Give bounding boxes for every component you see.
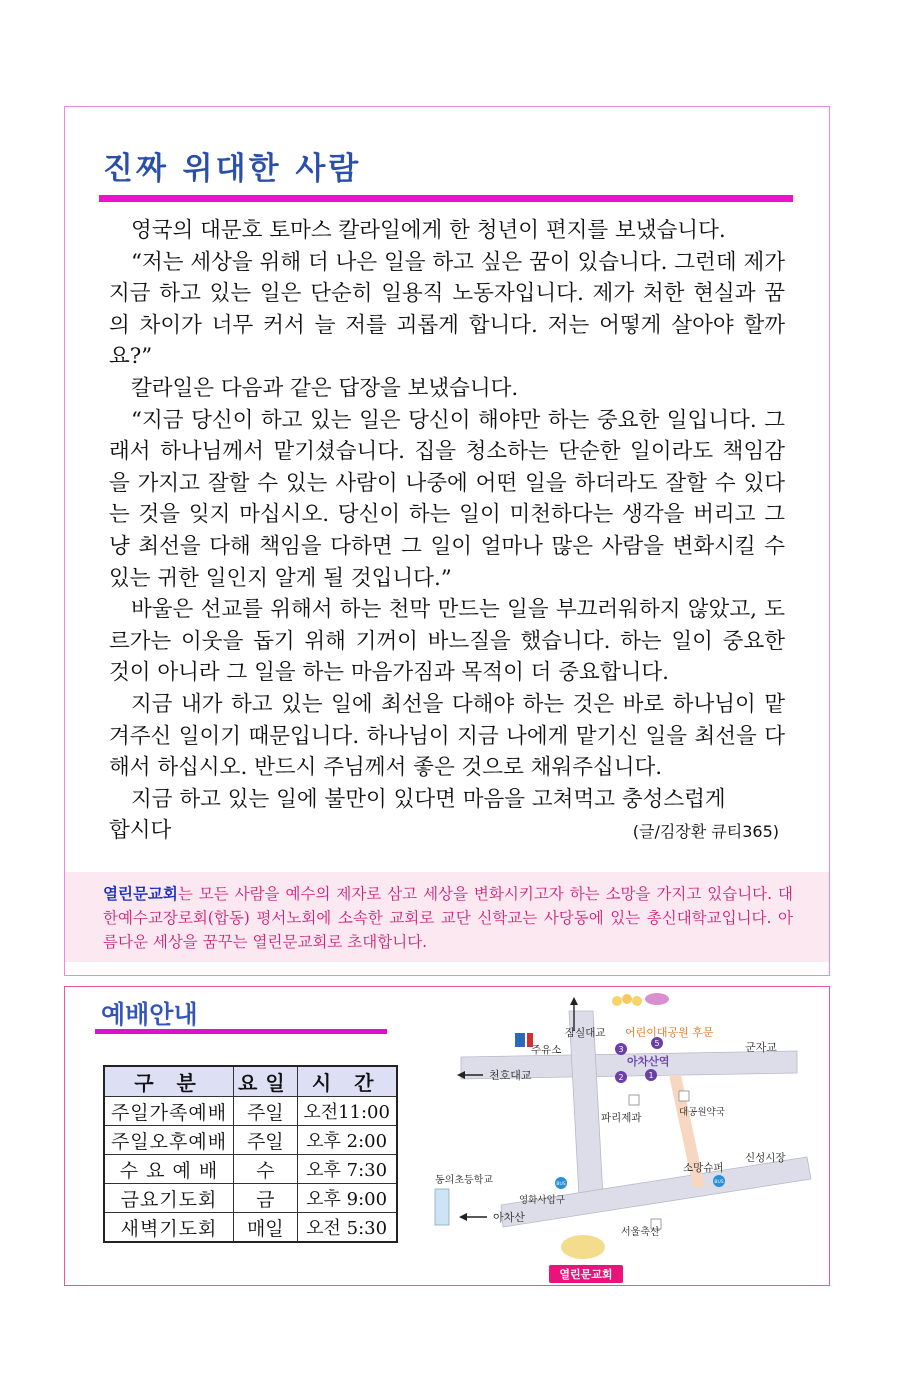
table-row bbox=[104, 1184, 397, 1213]
west-arrow-head bbox=[459, 1213, 467, 1221]
article-paragraph: 칼라일은 다음과 같은 답장을 보냈습니다. bbox=[131, 375, 519, 401]
notice-text: 는 모든 사람을 예수의 제자로 삼고 세상을 변화시키고자 하는 소망을 가지고 있습니다. 대한예수교장로회(합동) 평서노회에 소속한 교회로 교단 신학교는 사당동에 있는 총신대학교입니다. 아름다운 세상을 꿈꾸는 열린문교회로 초대합니다. bbox=[103, 885, 793, 951]
service-name: 수 요 예 배 bbox=[104, 1155, 234, 1184]
jamsil-label: 잠실대교 bbox=[565, 1027, 606, 1039]
pharmacy-label: 대공원약국 bbox=[679, 1107, 725, 1118]
service-title: 예배안내 bbox=[101, 1000, 198, 1029]
bus-stop-label: BUS bbox=[556, 1182, 566, 1187]
exit-3-label: 3 bbox=[618, 1045, 624, 1054]
table-row bbox=[104, 1213, 397, 1243]
article-paragraph: 영국의 대문호 토마스 칼라일에게 한 청년이 편지를 보냈습니다. bbox=[131, 218, 726, 243]
service-name: 주일오후예배 bbox=[104, 1126, 234, 1155]
header-time: 시 간 bbox=[297, 1066, 397, 1097]
service-name: 새벽기도회 bbox=[104, 1213, 234, 1243]
service-info-box bbox=[64, 986, 830, 1286]
gunja-label: 군자교 bbox=[745, 1041, 777, 1054]
bakery-icon bbox=[629, 1095, 639, 1105]
service-day: 금 bbox=[234, 1184, 298, 1213]
article-paragraph: 바울은 선교를 위해서 하는 천막 만드는 일을 부끄러워하지 않았고, 도르가는 이웃을 돕기 위해 기꺼이 바느질을 했습니다. 하는 일이 중요한 것이 아니라 그 일을 하는 마음가짐과 목적이 더 중요합니다. bbox=[109, 597, 785, 686]
park-label: 어린이대공원 후문 bbox=[625, 1026, 714, 1039]
achasan-station-label: 아차산역 bbox=[627, 1055, 670, 1068]
table-header-row bbox=[104, 1066, 397, 1097]
article-body bbox=[109, 215, 785, 848]
service-day: 매일 bbox=[234, 1213, 298, 1243]
article-paragraph: “저는 세상을 위해 더 나은 일을 하고 싶은 꿈이 있습니다. 그런데 제가 지금 하고 있는 일은 단순히 일용직 노동자입니다. 제가 처한 현실과 꿈의 차이가 너무 커서 늘 저를 괴롭게 합니다. 저는 어떻게 살아야 할까요?” bbox=[109, 249, 785, 370]
exit-2-label: 2 bbox=[618, 1073, 624, 1082]
church-icon bbox=[561, 1235, 605, 1259]
north-arrow-head bbox=[570, 997, 578, 1005]
article-paragraph: 지금 하고 있는 일에 불만이 있다면 마음을 고쳐먹고 충성스럽게 bbox=[131, 786, 726, 812]
service-day: 주일 bbox=[234, 1126, 298, 1155]
church-notice bbox=[65, 872, 829, 962]
bakery-label: 파리제과 bbox=[601, 1112, 642, 1124]
service-name: 금요기도회 bbox=[104, 1184, 234, 1213]
church-label: 열린문교회 bbox=[559, 1268, 613, 1281]
article-credit: (글/김장환 큐티365) bbox=[632, 822, 779, 842]
yeonghwa-label: 영화사입구 bbox=[519, 1195, 565, 1206]
sinseong-label: 신성시장 bbox=[745, 1152, 786, 1164]
service-title-underline bbox=[95, 1029, 387, 1034]
article-box bbox=[64, 106, 830, 976]
service-time: 오전11:00 bbox=[297, 1097, 397, 1126]
pharmacy-icon bbox=[679, 1091, 689, 1101]
service-time: 오후 9:00 bbox=[297, 1184, 397, 1213]
table-row bbox=[104, 1097, 397, 1126]
cheonho-label: 천호대교 bbox=[489, 1069, 532, 1082]
notice-church-name: 열린문교회 bbox=[103, 885, 178, 903]
header-category: 구 분 bbox=[104, 1066, 234, 1097]
table-row bbox=[104, 1126, 397, 1155]
somang-label: 소망슈퍼 bbox=[683, 1162, 724, 1174]
road-achasan bbox=[501, 1157, 811, 1227]
bus-stop-label: BUS bbox=[714, 1180, 724, 1185]
service-day: 주일 bbox=[234, 1097, 298, 1126]
service-name: 주일가족예배 bbox=[104, 1097, 234, 1126]
service-time: 오전 5:30 bbox=[297, 1213, 397, 1243]
service-time: 오후 2:00 bbox=[297, 1126, 397, 1155]
header-day: 요일 bbox=[234, 1066, 298, 1097]
gas-station-icon bbox=[515, 1033, 525, 1047]
exit-5-label: 5 bbox=[654, 1039, 660, 1048]
school-label: 동의초등학교 bbox=[435, 1175, 493, 1186]
table-row bbox=[104, 1155, 397, 1184]
service-time: 오후 7:30 bbox=[297, 1155, 397, 1184]
park-tree-icon bbox=[612, 996, 622, 1006]
article-last-line bbox=[109, 815, 785, 848]
article-closing: 합시다 bbox=[109, 818, 172, 844]
article-paragraph: 지금 내가 하고 있는 일에 최선을 다해야 하는 것은 바로 하나님이 맡겨주신 일이기 때문입니다. 하나님이 지금 나에게 맡기신 일을 최선을 다해서 하십시오. 반드시 주님께서 좋은 것으로 채워주십니다. bbox=[109, 691, 785, 781]
title-underline bbox=[99, 195, 793, 202]
park-umbrella-icon bbox=[645, 993, 669, 1005]
article-paragraph: “지금 당신이 하고 있는 일은 당신이 해야만 하는 중요한 일입니다. 그래서 하나님께서 맡기셨습니다. 집을 청소하는 단순한 일이라도 책임감을 가지고 잘할 수 있는 사람이 나중에 어떤 일을 하더라도 잘할 수 있다는 것을 잊지 마십시오. 당신이 하는 일이 미천하다는 생각을 버리고 그냥 최선을 다해 책임을 다하면 그 일이 얼마나 많은 사람을 변화시킬 수 있는 귀한 일인지 알게 될 것입니다.” bbox=[109, 407, 785, 591]
achasan-label: 아차산 bbox=[493, 1211, 525, 1224]
gas-station-label: 주유소 bbox=[531, 1044, 562, 1056]
article-title: 진짜 위대한 사람 bbox=[103, 151, 362, 187]
service-day: 수 bbox=[234, 1155, 298, 1184]
park-tree-icon bbox=[632, 996, 642, 1006]
butcher-label: 서울축산 bbox=[621, 1227, 660, 1238]
church-location-map bbox=[431, 991, 827, 1283]
exit-1-label: 1 bbox=[648, 1071, 654, 1080]
school-block bbox=[435, 1189, 449, 1225]
service-table bbox=[103, 1065, 398, 1243]
park-tree-icon bbox=[622, 994, 632, 1004]
